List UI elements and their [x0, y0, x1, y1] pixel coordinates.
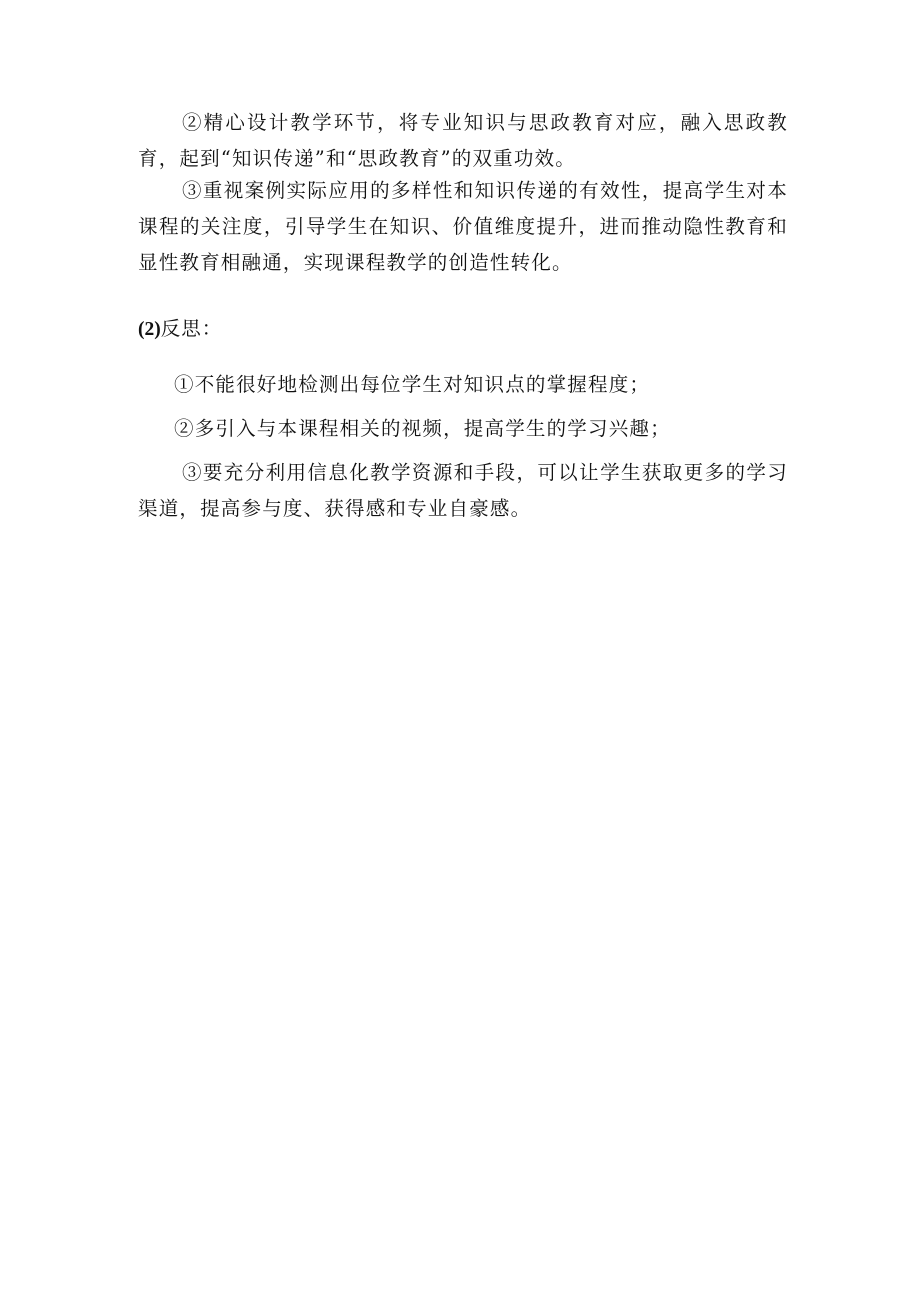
reflection-item-2: ②多引入与本课程相关的视频，提高学生的学习兴趣； — [174, 417, 671, 440]
reflection-item-1: ①不能很好地检测出每位学生对知识点的掌握程度； — [174, 373, 651, 396]
paragraph-design-teaching: ②精心设计教学环节，将专业知识与思政教育对应，融入思政教育，起到“知识传递”和“思政教育”的双重功效。 — [138, 111, 788, 170]
paragraph-case-application: ③重视案例实际应用的多样性和知识传递的有效性，提高学生对本课程的关注度，引导学生在知识、价值维度提升，进而推动隐性教育和显性教育相融通，实现课程教学的创造性转化。 — [138, 179, 788, 274]
reflection-item-3: ③要充分利用信息化教学资源和手段，可以让学生获取更多的学习渠道，提高参与度、获得感和专业自豪感。 — [138, 461, 788, 520]
reflection-heading — [138, 311, 222, 348]
reflection-heading-label: 反思： — [160, 317, 223, 340]
reflection-heading-number: (2) — [138, 319, 161, 340]
